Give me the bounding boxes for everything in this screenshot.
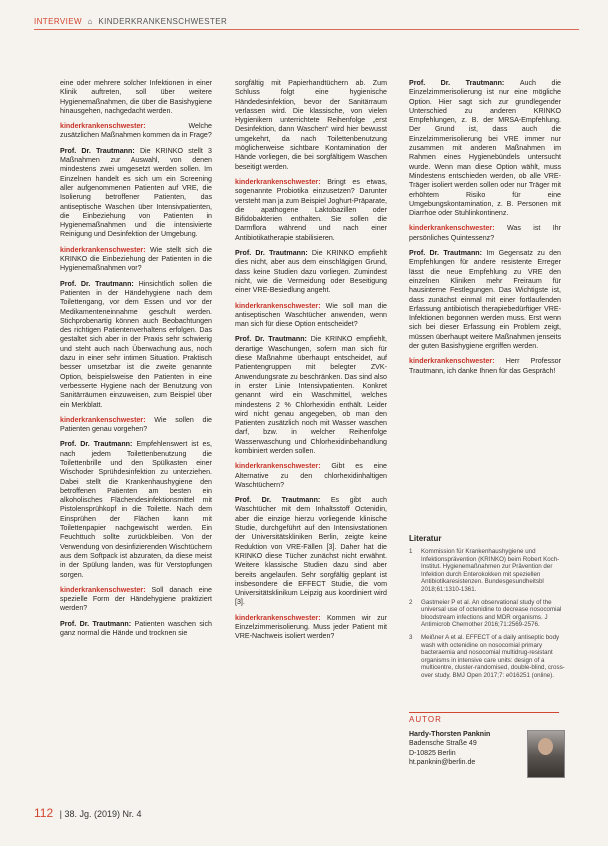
author-city: D-10825 Berlin	[409, 749, 456, 757]
answer-text: Die KRINKO stellt 3 Maßnahmen zur Auswahl, von denen mindestens zwei umgesetzt werden sollen. Im Einzelnen handelt es sich um ein Screening aller aufgenommenen Patienten auf VRE, die Isolierung betroffener Patienten, das antiseptische Waschen über Intensivpatienten, die Einbeziehung von Patienten in Hygienemaßnahmen und die intensivierte Reinigung und Desinfektion der Umgebung.	[60, 146, 212, 239]
author-address	[409, 730, 519, 778]
issue-info: | 38. Jg. (2019) Nr. 4	[59, 809, 142, 819]
interviewer-label: kinderkrankenschwester:	[235, 462, 332, 471]
question-text: Was ist Ihr persönliches Quintessenz?	[409, 224, 561, 242]
question-text: Gibt es eine Alternative zu den chlorhexidinhaltigen Waschtüchern?	[235, 462, 388, 489]
answer-text: Auch die Einzelzimmerisolierung ist nur eine mögliche Option. Hier sagt sich zur grundlegender Unterschied zu anderen KRINKO Empfehlungen, z. B. der MRSA-Empfehlung. Der Grund ist, dass auch die Einzelzimmerisolierung bei VRE immer nur zusammen mit anderen Maßnahmen im Rahmen eines Hygienebündels untersucht wurde. Wenn man diese Option wählt, muss Mindestens entschieden werden, ob alle VRE-Träger isoliert werden sollen oder nur Träger mit erhöhtem Risiko für eine Umgebungskontamination, z. B. Personen mit Diarrhoe oder Stuhlinkontinenz.	[409, 79, 561, 218]
literature-title: Literatur	[409, 534, 442, 543]
answer-text: Im Gegensatz zu den Empfehlungen für andere resistente Erreger lässt die neue Empfehlung zu VRE den einzelnen Kliniken mehr Freiraum für hausinterne Festlegungen. Das Wichtigste ist, dass zunächst einmal mit einer fortlaufenden Erfassung antibiotisch therapiebedürftiger VRE-Infektionen begonnen werden muss. Erst wenn sich bei dieser Erfassung ein Problem zeigt, müssen überhaupt weitere Maßnahmen jenseits der guten Basishygiene ergriffen werden.	[409, 249, 561, 351]
section-topic: KINDERKRANKENSCHWESTER	[98, 17, 228, 26]
question-text: Herr Professor Trautmann, ich danke Ihnen für das Gespräch!	[409, 357, 561, 375]
answer-paragraph	[409, 79, 561, 218]
literature-text: Gastmeier P et al. An observational study of the universal use of octenidine to decrease nosocomial bloodstream infections and MDR organisms. J Antimicrob Chemother 2016;71:2569-2576.	[421, 598, 562, 629]
section-header	[34, 17, 227, 26]
text-column-2	[235, 79, 387, 648]
speaker-label: Prof. Dr. Trautmann:	[235, 496, 331, 505]
question-paragraph	[60, 416, 212, 435]
literature-section	[409, 534, 574, 685]
header-rule	[34, 29, 579, 30]
literature-item	[409, 548, 574, 594]
question-text: Kommen wir zur Einzelzimmerisolierung. Muss jeder Patient mit VRE-Nachweis isoliert werden?	[235, 613, 387, 641]
answer-text: Hinsichtlich sollen die Patienten in der Händehygiene nach dem Toilettengang, vor dem Essen und vor der Medikamenteneinnahme geschult werden. Stichprobenartig können auch Beobachtungen des richtigen Patientenverhaltens erfolgen. Das gestaltet sich aber in der Praxis sehr schwierig und steht auch nach Überwachung aus, noch dazu in einer sehr intimen Situation. Praktisch besser umsetzbar ist die zweite genannte Option, beispielsweise den Patienten in eine verbesserte Hygiene nach der Benutzung von Sanitärräumen einzuweisen, zum Beispiel über ein Merkblatt.	[60, 279, 212, 409]
literature-number: 2	[409, 598, 413, 606]
question-paragraph	[235, 614, 387, 642]
question-text: Soll danach eine spezielle Form der Händehygiene praktiziert werden?	[60, 585, 212, 613]
question-paragraph	[409, 224, 561, 243]
speaker-label: Prof. Dr. Trautmann:	[235, 249, 312, 258]
section-label: INTERVIEW	[34, 17, 82, 26]
author-label: AUTOR	[409, 712, 559, 724]
author-name: Hardy-Thorsten Panknin	[409, 731, 491, 738]
literature-item	[409, 599, 574, 629]
body-paragraph: eine oder mehrere solcher Infektionen in einer Klinik auftreten, soll über weitere Hygienemaßnahmen, die über die Basishygiene hinausgehen, nachgedacht werden.	[60, 79, 212, 115]
speaker-label: Prof. Dr. Trautmann:	[60, 279, 139, 288]
question-paragraph	[60, 246, 212, 274]
question-paragraph	[60, 122, 212, 141]
answer-text: Patienten waschen sich ganz normal die Hände und trocknen sie	[60, 619, 212, 638]
answer-paragraph	[60, 620, 212, 639]
interviewer-label: kinderkrankenschwester:	[60, 415, 155, 424]
author-box	[409, 712, 574, 778]
speaker-label: Prof. Dr. Trautmann:	[60, 619, 135, 628]
interviewer-label: kinderkrankenschwester:	[60, 585, 152, 594]
interviewer-label: kinderkrankenschwester:	[235, 177, 328, 186]
question-paragraph	[235, 302, 387, 330]
literature-list	[409, 548, 574, 680]
question-paragraph	[235, 462, 387, 490]
answer-paragraph	[60, 147, 212, 240]
literature-number: 1	[409, 548, 413, 555]
literature-text: Meißner A et al. EFFECT of a daily antiseptic body wash with octenidine on nosocomial primary bacteraemia and nosocomial multidrug-resistant organisms in intensive care units: design of a multicentre, cluster-randomised, double-blind, cross-over study. BMJ Open 2017;7: e016251 (online).	[421, 633, 565, 679]
question-paragraph	[60, 586, 212, 614]
speaker-label: Prof. Dr. Trautmann:	[235, 335, 311, 344]
body-paragraph: sorgfältig mit Papierhandtüchern ab. Zum Schluss folgt eine hygienische Händedesinfektion, bevor der Sanitärraum verlassen wird. Die klassische, von vielen Hygienikern unterrichtete Reihenfolge „erst Desinfektion, dann Waschen“ wird hier bewusst umgekehrt, da nach Toilettenbenutzung möglicherweise sichtbare Kontamination der Hände vorliegen, die bei sorgfältigem Waschen beseitigt werden.	[235, 79, 387, 171]
interviewer-label: kinderkrankenschwester:	[409, 224, 507, 233]
answer-paragraph	[235, 496, 387, 608]
interviewer-label: kinderkrankenschwester:	[60, 122, 189, 131]
speaker-label: Prof. Dr. Trautmann:	[60, 146, 140, 155]
answer-paragraph	[235, 249, 387, 295]
literature-item	[409, 634, 574, 680]
answer-text: Empfehlenswert ist es, nach jedem Toilettenbenutzung die Toilettenbrille und den Spülkasten einer Wischoder Sprühdesinfektion zu unterziehen. Dabei stellt die Krankenhaushygiene den betroffenen Patienten am besten ein alkoholisches Flächendesinfektionsmittel mit Pistolensprühkopf in die Toilette. Nach dem Einsprühen der Flächen kann mit Toilettenpapier nachgewischt werden. Ein Feuchttuch sollte zurückbleiben. Von der Verwendung von desinfizierenden Wischtüchern aus dem Softpack ist abzuraten, da diese meist in der Spülung landen, was für Verstopfungen sorgen.	[60, 440, 212, 579]
interviewer-label: kinderkrankenschwester:	[235, 613, 327, 622]
interviewer-label: kinderkrankenschwester:	[409, 357, 506, 366]
author-photo	[527, 730, 565, 778]
answer-text: Es gibt auch Waschtücher mit dem Inhaltsstoff Octenidin, aber die einzige hierzu vorliegende klinische Studie, durchgeführt auf den Intensivstationen der Universitätskliniken Berlin, zeigte keine Reduktion von VRE-Fällen [3]. Daher hat die KRINKO diese Tücher zunächst nicht erwähnt. Weitere klassische Studien dazu sind aber bereits angelaufen. Sehr sorgfältig geplant ist insbesondere die EFFECT Studie, die vom Universitätsklinikum Leipzig aus koordiniert wird [3].	[235, 496, 387, 607]
speaker-label: Prof. Dr. Trautmann:	[409, 79, 520, 87]
interviewer-label: kinderkrankenschwester:	[60, 245, 150, 254]
author-street: Badensche Straße 49	[409, 740, 477, 748]
page-footer	[34, 806, 142, 820]
question-text: Welche zusätzlichen Maßnahmen kommen da in Frage?	[60, 122, 212, 140]
speaker-label: Prof. Dr. Trautmann:	[60, 440, 137, 449]
question-text: Wie stellt sich die KRINKO die Einbeziehung der Patienten in die Hygienemaßnahmen vor?	[60, 245, 213, 273]
answer-paragraph	[60, 440, 212, 579]
question-text: Bringt es etwas, sogenannte Probiotika einzusetzen? Darunter versteht man ja zum Beispiel Joghurt-Präparate, die apathogene Laktobazillen oder Bifidobakterien enthalten. Sie sollen die Darmflora während und nach einer Antibiotikatherapie stabilisieren.	[235, 177, 388, 242]
section-icon: ⌂	[87, 17, 93, 26]
answer-paragraph	[235, 335, 387, 456]
question-paragraph	[409, 357, 561, 376]
question-text: Wie sollen die Patienten genau vorgehen?	[60, 415, 212, 434]
author-email[interactable]: ht.panknin@berlin.de	[409, 758, 476, 766]
literature-text: Kommission für Krankenhaushygiene und Infektionsprävention (KRINKO) beim Robert Koch-Institut. Hygienemaßnahmen zur Prävention der Infektion durch Enterokokken mit speziellen Antibiotikaresistenzen. Bundesgesundheitsbl 2018;61:1310-1361.	[421, 548, 560, 593]
answer-paragraph	[60, 280, 212, 410]
question-paragraph	[235, 178, 387, 243]
speaker-label: Prof. Dr. Trautmann:	[409, 249, 487, 258]
text-column-1	[60, 79, 212, 644]
literature-number: 3	[409, 633, 413, 641]
text-column-3	[409, 79, 561, 382]
page-number: 112	[34, 806, 54, 820]
question-text: Wie soll man die antiseptischen Waschtücher anwenden, wenn man sich für diese Option entscheidet?	[235, 301, 387, 329]
answer-text: Die KRINKO empfiehlt, derartige Waschungen, sofern man sich für diese Maßnahme überhaupt entscheidet, auf Patientengruppen mit belegter ZVK-Anwendungsrate zu beschränken. Das sind also in erster Linie Intensivpatienten. Konkret genannt wird ein Waschmittel, welches mindestens 2 % Chlorhexidin enthält. Leider wird nicht genau angegeben, ob man den Patienten zusätzlich noch mit Wasser waschen darf, bzw. in welcher Reihenfolge Wasserwaschung und Chlorhexidinbehandlung kombiniert werden sollen.	[235, 335, 387, 455]
answer-text: Die KRINKO empfiehlt dies nicht, aber aus dem einschlägigen Grund, dass keine Studien dazu vorliegen. Zumindest nicht, wie die Vermeidung oder Beseitigung einer VRE-Besiedlung angeht.	[235, 249, 387, 295]
interviewer-label: kinderkrankenschwester:	[235, 301, 326, 310]
answer-paragraph	[409, 249, 561, 351]
